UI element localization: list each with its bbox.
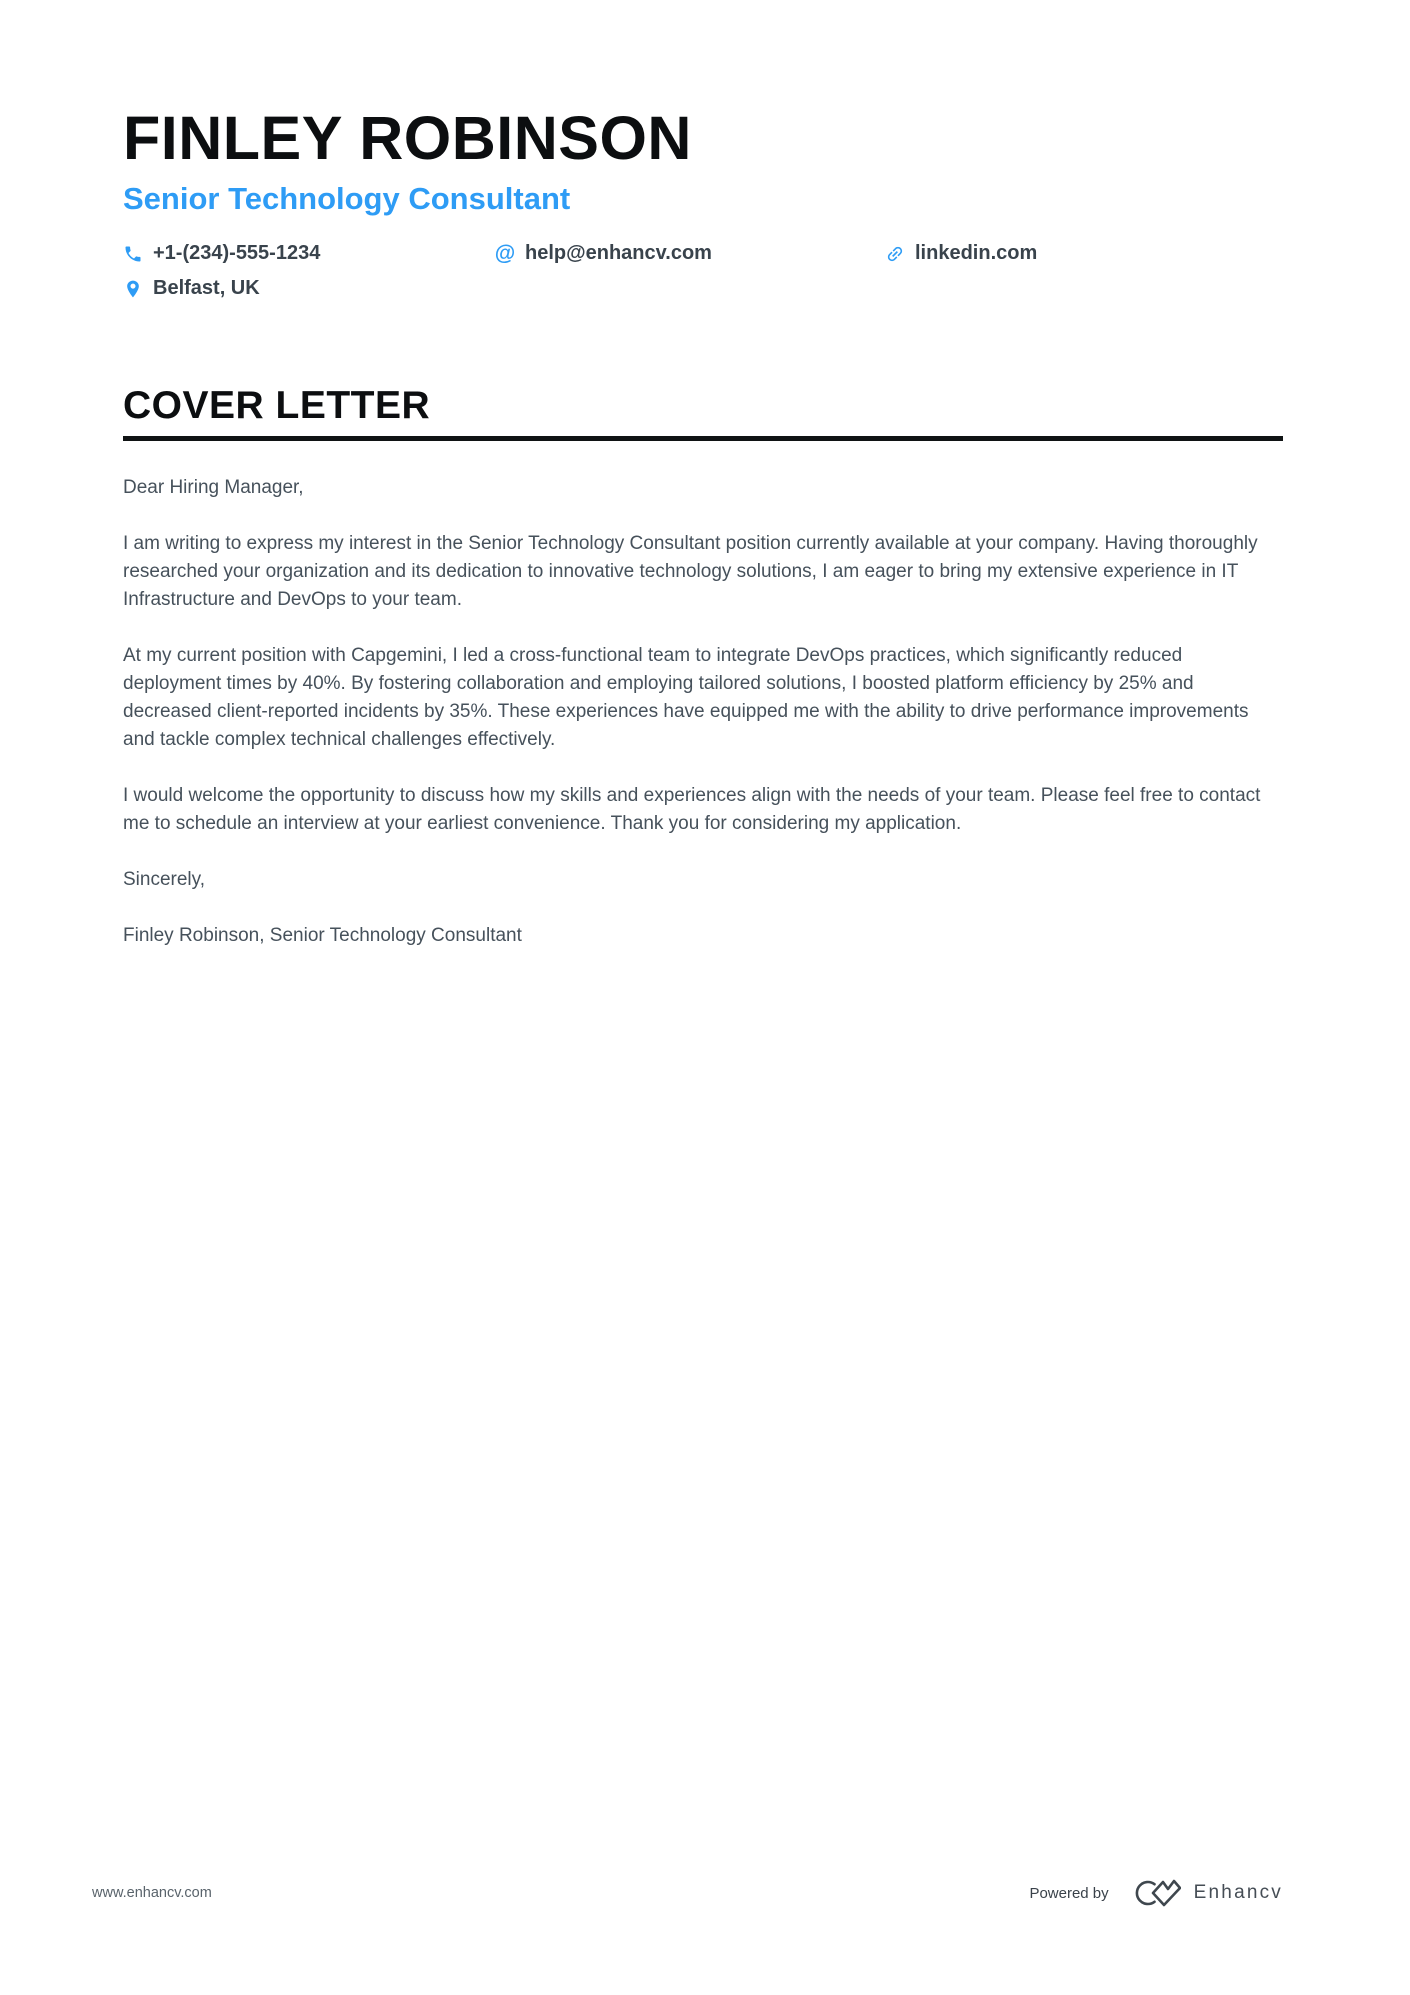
- contact-row: [123, 277, 1283, 300]
- email-address: help@enhancv.com: [525, 242, 712, 265]
- footer: [92, 1878, 1283, 1908]
- contact-linkedin[interactable]: [885, 242, 1037, 265]
- website-link[interactable]: www.enhancv.com: [92, 1885, 212, 1901]
- brand-name: Enhancv: [1193, 1882, 1283, 1903]
- contact-info: [123, 242, 1283, 300]
- section-heading: COVER LETTER: [123, 386, 1283, 441]
- phone-icon: [123, 244, 143, 264]
- signature: Finley Robinson, Senior Technology Consultant: [123, 925, 522, 947]
- contact-phone[interactable]: [123, 242, 495, 265]
- linkedin-url: linkedin.com: [915, 242, 1038, 265]
- header: [123, 106, 1283, 300]
- link-icon: [885, 244, 905, 264]
- email-at-icon: @: [494, 241, 516, 265]
- location-pin-icon: [123, 279, 143, 299]
- enhancv-logo-icon: [1133, 1878, 1181, 1908]
- location-text: Belfast, UK: [153, 277, 260, 300]
- paragraph-closing: I would welcome the opportunity to discuss how my skills and experiences align with the needs of your team. Please feel free to contact me to schedule an interview at your earliest convenience. Thank you for considering my application.: [123, 785, 1261, 835]
- brand-lockup: [1133, 1878, 1283, 1908]
- phone-number: +1-(234)-555-1234: [153, 242, 321, 265]
- paragraph-experience: At my current position with Capgemini, I led a cross-functional team to integrate DevOps practices, which significantly reduced deployment times by 40%. By fostering collaboration and employing tailored solutions, I boosted platform efficiency by 25% and decreased client-reported incidents by 35%. These experiences have equipped me with the ability to drive performance improvements and tackle complex technical challenges effectively.: [123, 645, 1249, 751]
- person-name: FINLEY ROBINSON: [123, 104, 692, 172]
- powered-by-enhancv-link[interactable]: [1029, 1878, 1283, 1908]
- cover-letter-section: [123, 386, 1283, 950]
- sign-off: Sincerely,: [123, 869, 206, 891]
- paragraph-intro: I am writing to express my interest in the Senior Technology Consultant position currently available at your company. Having thoroughly researched your organization and its dedication to innovative technology solutions, I am eager to bring my extensive experience in IT Infrastructure and DevOps to your team.: [123, 533, 1258, 611]
- powered-by-label: Powered by: [1029, 1884, 1109, 1902]
- contact-location: [123, 277, 495, 300]
- contact-email[interactable]: [495, 242, 885, 265]
- salutation: Dear Hiring Manager,: [123, 477, 304, 499]
- job-title: Senior Technology Consultant: [123, 181, 571, 217]
- cover-letter-body: [123, 474, 1283, 950]
- contact-row: [123, 242, 1283, 265]
